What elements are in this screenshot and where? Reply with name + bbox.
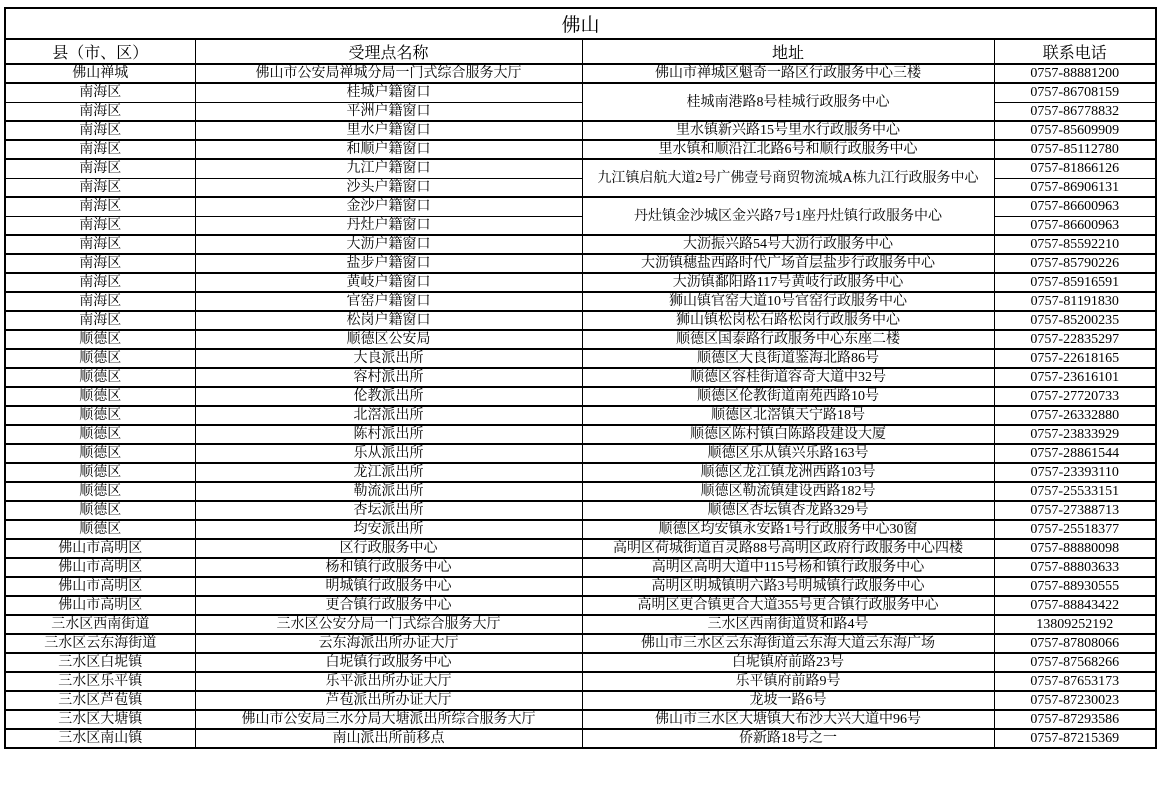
table-row xyxy=(5,444,1156,463)
table-row xyxy=(5,634,1156,653)
district-cell: 南海区 xyxy=(5,235,195,254)
table-row xyxy=(5,273,1156,292)
district-cell: 顺德区 xyxy=(5,501,195,520)
table-row xyxy=(5,691,1156,710)
district-cell: 佛山市高明区 xyxy=(5,596,195,615)
column-header: 县（市、区） xyxy=(5,39,195,64)
district-cell: 顺德区 xyxy=(5,520,195,539)
name-cell: 盐步户籍窗口 xyxy=(195,254,582,273)
table-row xyxy=(5,387,1156,406)
name-cell: 里水户籍窗口 xyxy=(195,121,582,140)
name-cell: 桂城户籍窗口 xyxy=(195,83,582,102)
table-title: 佛山 xyxy=(5,8,1156,39)
name-cell: 均安派出所 xyxy=(195,520,582,539)
address-cell: 高明区明城镇明六路3号明城镇行政服务中心 xyxy=(582,577,994,596)
table-row xyxy=(5,197,1156,216)
column-header: 联系电话 xyxy=(994,39,1156,64)
district-cell: 南海区 xyxy=(5,178,195,197)
address-cell: 佛山市三水区大塘镇大布沙大兴大道中96号 xyxy=(582,710,994,729)
table-row xyxy=(5,311,1156,330)
phone-cell: 0757-85112780 xyxy=(994,140,1156,159)
address-cell: 佛山市三水区云东海街道云东海大道云东海广场 xyxy=(582,634,994,653)
address-cell: 龙坡一路6号 xyxy=(582,691,994,710)
address-cell: 大沥振兴路54号大沥行政服务中心 xyxy=(582,235,994,254)
table-row xyxy=(5,368,1156,387)
address-cell: 顺德区杏坛镇杏龙路329号 xyxy=(582,501,994,520)
name-cell: 平洲户籍窗口 xyxy=(195,102,582,121)
phone-cell: 0757-23616101 xyxy=(994,368,1156,387)
district-cell: 顺德区 xyxy=(5,444,195,463)
address-cell: 顺德区龙江镇龙洲西路103号 xyxy=(582,463,994,482)
column-header: 受理点名称 xyxy=(195,39,582,64)
table-row xyxy=(5,672,1156,691)
address-cell: 桂城南港路8号桂城行政服务中心 xyxy=(582,83,994,121)
name-cell: 官窑户籍窗口 xyxy=(195,292,582,311)
address-cell: 顺德区陈村镇白陈路段建设大厦 xyxy=(582,425,994,444)
table-row xyxy=(5,292,1156,311)
phone-cell: 0757-87230023 xyxy=(994,691,1156,710)
name-cell: 乐平派出所办证大厅 xyxy=(195,672,582,691)
table-row xyxy=(5,653,1156,672)
name-cell: 大良派出所 xyxy=(195,349,582,368)
address-cell: 大沥镇穗盐西路时代广场首层盐步行政服务中心 xyxy=(582,254,994,273)
phone-cell: 0757-22618165 xyxy=(994,349,1156,368)
address-cell: 顺德区伦教街道南苑西路10号 xyxy=(582,387,994,406)
table-row xyxy=(5,710,1156,729)
phone-cell: 0757-23393110 xyxy=(994,463,1156,482)
phone-cell: 0757-85200235 xyxy=(994,311,1156,330)
name-cell: 明城镇行政服务中心 xyxy=(195,577,582,596)
phone-cell: 0757-86708159 xyxy=(994,83,1156,102)
address-cell: 九江镇启航大道2号广佛壹号商贸物流城A栋九江行政服务中心 xyxy=(582,159,994,197)
district-cell: 南海区 xyxy=(5,159,195,178)
address-cell: 顺德区大良街道鉴海北路86号 xyxy=(582,349,994,368)
table-row xyxy=(5,330,1156,349)
table-row xyxy=(5,64,1156,83)
address-cell: 顺德区容桂街道容奇大道中32号 xyxy=(582,368,994,387)
address-cell: 顺德区国泰路行政服务中心东座二楼 xyxy=(582,330,994,349)
name-cell: 白坭镇行政服务中心 xyxy=(195,653,582,672)
table-row xyxy=(5,159,1156,178)
phone-cell: 0757-86778832 xyxy=(994,102,1156,121)
address-cell: 狮山镇松岗松石路松岗行政服务中心 xyxy=(582,311,994,330)
name-cell: 杨和镇行政服务中心 xyxy=(195,558,582,577)
district-cell: 南海区 xyxy=(5,216,195,235)
district-cell: 南海区 xyxy=(5,311,195,330)
name-cell: 容村派出所 xyxy=(195,368,582,387)
district-cell: 顺德区 xyxy=(5,463,195,482)
name-cell: 北滘派出所 xyxy=(195,406,582,425)
district-cell: 南海区 xyxy=(5,83,195,102)
name-cell: 区行政服务中心 xyxy=(195,539,582,558)
district-cell: 顺德区 xyxy=(5,482,195,501)
district-cell: 三水区西南街道 xyxy=(5,615,195,634)
table-row xyxy=(5,121,1156,140)
phone-cell: 0757-88930555 xyxy=(994,577,1156,596)
address-cell: 佛山市禅城区魁奇一路区行政服务中心三楼 xyxy=(582,64,994,83)
phone-cell: 0757-88843422 xyxy=(994,596,1156,615)
district-cell: 佛山禅城 xyxy=(5,64,195,83)
table-row xyxy=(5,596,1156,615)
name-cell: 沙头户籍窗口 xyxy=(195,178,582,197)
name-cell: 佛山市公安局三水分局大塘派出所综合服务大厅 xyxy=(195,710,582,729)
table-row xyxy=(5,349,1156,368)
address-cell: 三水区西南街道贤和路4号 xyxy=(582,615,994,634)
phone-cell: 0757-87293586 xyxy=(994,710,1156,729)
name-cell: 云东海派出所办证大厅 xyxy=(195,634,582,653)
phone-cell: 0757-88881200 xyxy=(994,64,1156,83)
table-header-row xyxy=(5,39,1156,64)
table-row xyxy=(5,83,1156,102)
phone-cell: 0757-85592210 xyxy=(994,235,1156,254)
district-cell: 顺德区 xyxy=(5,425,195,444)
phone-cell: 0757-86600963 xyxy=(994,216,1156,235)
address-cell: 丹灶镇金沙城区金兴路7号1座丹灶镇行政服务中心 xyxy=(582,197,994,235)
address-cell: 顺德区北滘镇天宁路18号 xyxy=(582,406,994,425)
district-cell: 佛山市高明区 xyxy=(5,539,195,558)
table-row xyxy=(5,425,1156,444)
name-cell: 勒流派出所 xyxy=(195,482,582,501)
table-row xyxy=(5,577,1156,596)
phone-cell: 0757-27388713 xyxy=(994,501,1156,520)
district-cell: 顺德区 xyxy=(5,330,195,349)
name-cell: 杏坛派出所 xyxy=(195,501,582,520)
district-cell: 南海区 xyxy=(5,273,195,292)
name-cell: 三水区公安分局一门式综合服务大厅 xyxy=(195,615,582,634)
district-cell: 佛山市高明区 xyxy=(5,577,195,596)
table-row xyxy=(5,254,1156,273)
phone-cell: 0757-26332880 xyxy=(994,406,1156,425)
phone-cell: 0757-87653173 xyxy=(994,672,1156,691)
district-cell: 三水区大塘镇 xyxy=(5,710,195,729)
phone-cell: 0757-87215369 xyxy=(994,729,1156,748)
district-cell: 三水区白坭镇 xyxy=(5,653,195,672)
address-cell: 顺德区乐从镇兴乐路163号 xyxy=(582,444,994,463)
address-cell: 高明区高明大道中115号杨和镇行政服务中心 xyxy=(582,558,994,577)
district-cell: 南海区 xyxy=(5,121,195,140)
district-cell: 顺德区 xyxy=(5,406,195,425)
column-header: 地址 xyxy=(582,39,994,64)
phone-cell: 0757-85609909 xyxy=(994,121,1156,140)
district-cell: 三水区芦苞镇 xyxy=(5,691,195,710)
name-cell: 丹灶户籍窗口 xyxy=(195,216,582,235)
phone-cell: 0757-86600963 xyxy=(994,197,1156,216)
table-title-row xyxy=(5,8,1156,39)
name-cell: 龙江派出所 xyxy=(195,463,582,482)
table-row xyxy=(5,140,1156,159)
table-row xyxy=(5,520,1156,539)
address-cell: 狮山镇官窑大道10号官窑行政服务中心 xyxy=(582,292,994,311)
district-cell: 顺德区 xyxy=(5,387,195,406)
phone-cell: 0757-88880098 xyxy=(994,539,1156,558)
address-cell: 白坭镇府前路23号 xyxy=(582,653,994,672)
phone-cell: 0757-85916591 xyxy=(994,273,1156,292)
address-cell: 顺德区勒流镇建设西路182号 xyxy=(582,482,994,501)
table-row xyxy=(5,539,1156,558)
name-cell: 陈村派出所 xyxy=(195,425,582,444)
address-cell: 侨新路18号之一 xyxy=(582,729,994,748)
phone-cell: 0757-81191830 xyxy=(994,292,1156,311)
phone-cell: 0757-88803633 xyxy=(994,558,1156,577)
phone-cell: 0757-23833929 xyxy=(994,425,1156,444)
name-cell: 九江户籍窗口 xyxy=(195,159,582,178)
name-cell: 佛山市公安局禅城分局一门式综合服务大厅 xyxy=(195,64,582,83)
table-row xyxy=(5,406,1156,425)
address-cell: 高明区荷城街道百灵路88号高明区政府行政服务中心四楼 xyxy=(582,539,994,558)
table-row xyxy=(5,501,1156,520)
phone-cell: 0757-81866126 xyxy=(994,159,1156,178)
name-cell: 芦苞派出所办证大厅 xyxy=(195,691,582,710)
phone-cell: 0757-87808066 xyxy=(994,634,1156,653)
table-row xyxy=(5,482,1156,501)
phone-cell: 0757-27720733 xyxy=(994,387,1156,406)
table-row xyxy=(5,615,1156,634)
phone-cell: 0757-25518377 xyxy=(994,520,1156,539)
name-cell: 乐从派出所 xyxy=(195,444,582,463)
district-cell: 佛山市高明区 xyxy=(5,558,195,577)
phone-cell: 0757-22835297 xyxy=(994,330,1156,349)
table-row xyxy=(5,729,1156,748)
address-cell: 里水镇新兴路15号里水行政服务中心 xyxy=(582,121,994,140)
table-row xyxy=(5,463,1156,482)
service-points-table xyxy=(4,7,1157,749)
district-cell: 南海区 xyxy=(5,292,195,311)
district-cell: 三水区云东海街道 xyxy=(5,634,195,653)
phone-cell: 0757-86906131 xyxy=(994,178,1156,197)
district-cell: 顺德区 xyxy=(5,349,195,368)
address-cell: 乐平镇府前路9号 xyxy=(582,672,994,691)
name-cell: 大沥户籍窗口 xyxy=(195,235,582,254)
district-cell: 南海区 xyxy=(5,197,195,216)
phone-cell: 0757-25533151 xyxy=(994,482,1156,501)
table-row xyxy=(5,235,1156,254)
address-cell: 大沥镇鄱阳路117号黄岐行政服务中心 xyxy=(582,273,994,292)
district-cell: 南海区 xyxy=(5,254,195,273)
address-cell: 顺德区均安镇永安路1号行政服务中心30窗 xyxy=(582,520,994,539)
name-cell: 南山派出所前移点 xyxy=(195,729,582,748)
name-cell: 黄岐户籍窗口 xyxy=(195,273,582,292)
district-cell: 南海区 xyxy=(5,140,195,159)
address-cell: 高明区更合镇更合大道355号更合镇行政服务中心 xyxy=(582,596,994,615)
district-cell: 南海区 xyxy=(5,102,195,121)
table-row xyxy=(5,558,1156,577)
phone-cell: 0757-28861544 xyxy=(994,444,1156,463)
name-cell: 松岗户籍窗口 xyxy=(195,311,582,330)
name-cell: 顺德区公安局 xyxy=(195,330,582,349)
district-cell: 顺德区 xyxy=(5,368,195,387)
phone-cell: 0757-85790226 xyxy=(994,254,1156,273)
address-cell: 里水镇和顺沿江北路6号和顺行政服务中心 xyxy=(582,140,994,159)
name-cell: 和顺户籍窗口 xyxy=(195,140,582,159)
name-cell: 金沙户籍窗口 xyxy=(195,197,582,216)
name-cell: 伦教派出所 xyxy=(195,387,582,406)
name-cell: 更合镇行政服务中心 xyxy=(195,596,582,615)
phone-cell: 0757-87568266 xyxy=(994,653,1156,672)
district-cell: 三水区乐平镇 xyxy=(5,672,195,691)
phone-cell: 13809252192 xyxy=(994,615,1156,634)
district-cell: 三水区南山镇 xyxy=(5,729,195,748)
